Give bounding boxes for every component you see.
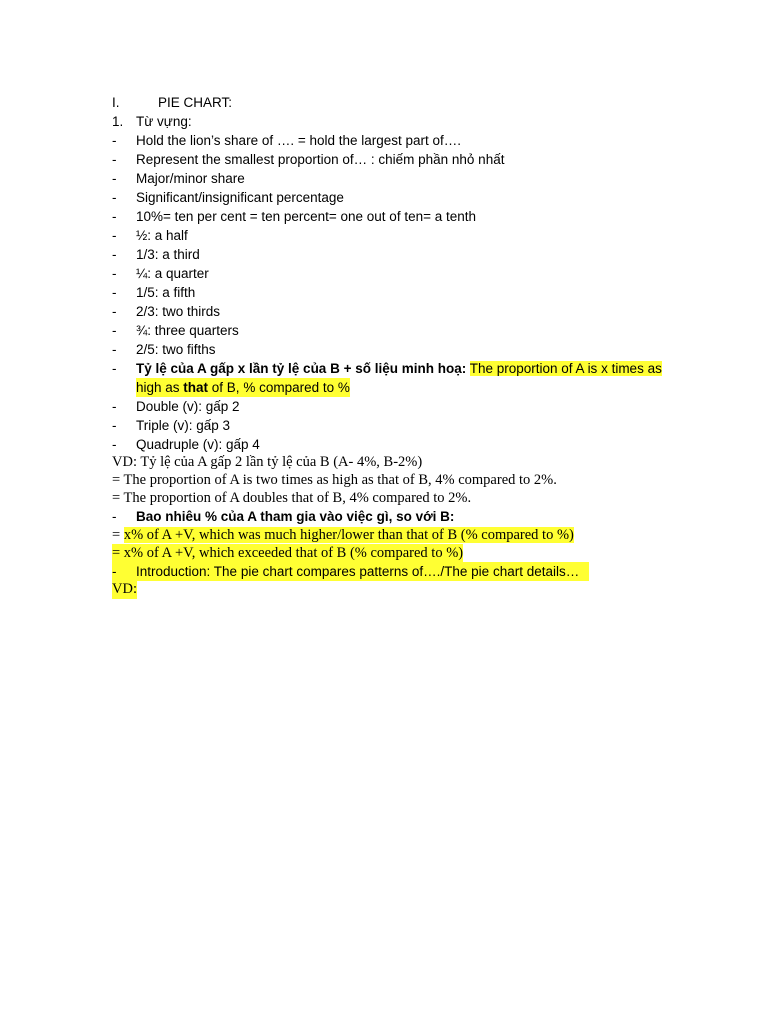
- heading-title: PIE CHART:: [158, 95, 233, 110]
- list-item-text: 2/3: two thirds: [136, 304, 221, 319]
- list-item-text: 10%= ten per cent = ten percent= one out of ten= a tenth: [136, 209, 477, 224]
- ratio-highlight-bold: that: [183, 380, 209, 395]
- bullet-dash: -: [112, 285, 117, 300]
- section-title: Từ vựng:: [136, 114, 192, 129]
- vd-label: VD:: [112, 581, 137, 597]
- bullet-dash: -: [112, 133, 117, 148]
- ratio-bold-text: Tỷ lệ của A gấp x lần tỷ lệ của B + số liệu minh hoạ:: [136, 361, 467, 376]
- comparison-bold-text: Bao nhiêu % của A tham gia vào việc gì, so với B:: [136, 509, 455, 524]
- heading-numeral: I.: [112, 95, 120, 110]
- list-item-text: 1/5: a fifth: [136, 285, 196, 300]
- bullet-dash: -: [112, 209, 117, 224]
- bullet-dash: -: [112, 418, 117, 433]
- list-item-text: Represent the smallest proportion of… : chiếm phần nhỏ nhất: [136, 152, 505, 167]
- list-item-text: Triple (v): gấp 3: [136, 418, 231, 433]
- ratio-highlight-2a: high as: [136, 380, 184, 395]
- bullet-dash: -: [112, 361, 117, 376]
- list-item-text: Major/minor share: [136, 171, 245, 186]
- bullet-dash: -: [112, 152, 117, 167]
- bullet-dash: -: [112, 564, 117, 579]
- list-item-text: ¾: three quarters: [136, 323, 239, 338]
- comparison-heading: [136, 507, 454, 526]
- introduction-text: Introduction: The pie chart compares patterns of…./The pie chart details…: [136, 564, 580, 579]
- list-item-text: 2/5: two fifths: [136, 342, 216, 357]
- section-number: 1.: [112, 114, 124, 129]
- bullet-dash: -: [112, 437, 117, 452]
- list-item-text: 1/3: a third: [136, 247, 200, 262]
- bullet-dash: -: [112, 190, 117, 205]
- ratio-highlight-2b: of B, % compared to %: [208, 380, 350, 395]
- bullet-dash: -: [112, 304, 117, 319]
- comparison-prefix: =: [112, 527, 124, 543]
- comparison-highlight-1: x% of A +V, which was much higher/lower than that of B (% compared to %): [123, 527, 574, 543]
- example-line-1: VD: Tỷ lệ của A gấp 2 lần tỷ lệ của B (A- 4%, B-2%): [112, 454, 423, 470]
- bullet-dash: -: [112, 228, 117, 243]
- list-item-text: Significant/insignificant percentage: [136, 190, 344, 205]
- bullet-dash: -: [112, 247, 117, 262]
- list-item-text: Quadruple (v): gấp 4: [136, 437, 260, 452]
- bullet-dash: -: [112, 509, 117, 524]
- comparison-line-1: [112, 526, 574, 545]
- example-line-3: = The proportion of A doubles that of B, 4% compared to 2%.: [112, 490, 472, 506]
- bullet-dash: -: [112, 266, 117, 281]
- bullet-dash: -: [112, 171, 117, 186]
- comparison-line-2: = x% of A +V, which exceeded that of B (% compared to %): [112, 545, 464, 561]
- list-item-text: Hold the lion’s share of …. = hold the largest part of….: [136, 133, 462, 148]
- list-item-text: Double (v): gấp 2: [136, 399, 240, 414]
- ratio-highlight-1: The proportion of A is x times as: [469, 361, 662, 376]
- bullet-dash: -: [112, 399, 117, 414]
- ratio-line-1: [136, 359, 662, 378]
- bullet-dash: -: [112, 342, 117, 357]
- bullet-dash: -: [112, 323, 117, 338]
- list-item-text: ½: a half: [136, 228, 188, 243]
- example-line-2: = The proportion of A is two times as high as that of B, 4% compared to 2%.: [112, 472, 557, 488]
- list-item-text: ¼: a quarter: [136, 266, 209, 281]
- ratio-line-2: [136, 378, 350, 397]
